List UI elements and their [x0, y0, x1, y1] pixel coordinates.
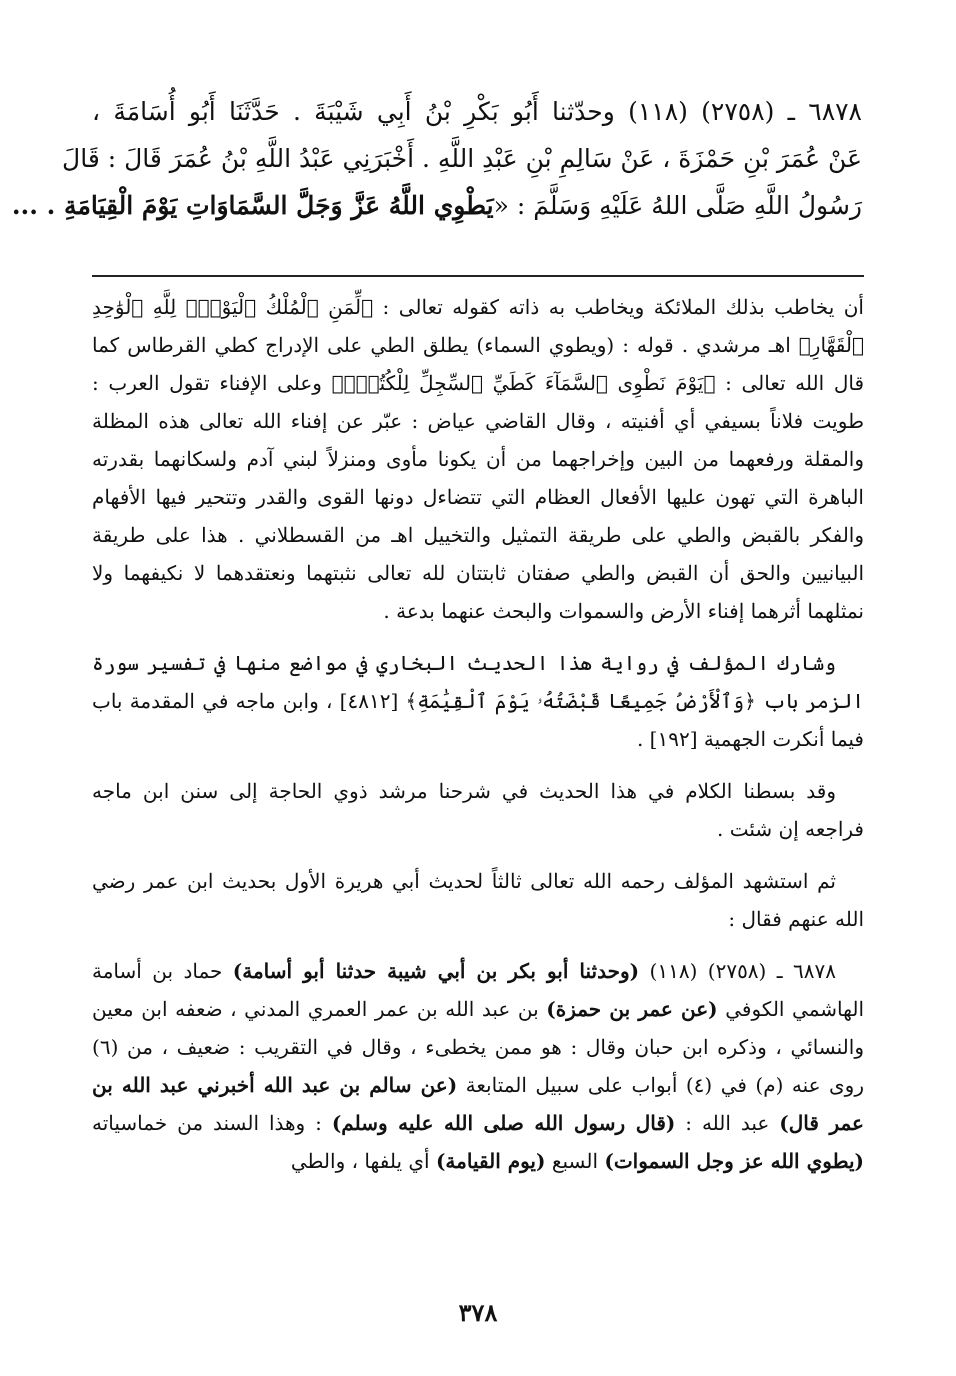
p5-text-3: بن عبد الله بن عمر العمري المدني ، ضعفه ابن معين والنسائي ، وذكره ابن حبان وقال : هو ممن يخطىء ، وقال في التقريب : ضعيف ، من (٦) روى عنه (م) في (٤) أبواب على سبيل المتابعة — [92, 997, 864, 1097]
p5-text-4: عبد الله : — [675, 1111, 780, 1135]
footnote-separator — [92, 275, 864, 277]
hadith-bold-tail: يَطْوِي اللَّهُ عَزَّ وَجَلَّ السَّمَاوَاتِ يَوْمَ الْقِيَامَةِ . ... — [11, 191, 494, 220]
hadith-text — [11, 88, 862, 229]
p5-bold-2: (عن عمر بن حمزة) — [546, 997, 718, 1021]
p5-bold-3: (عن سالم بن عبد الله أخبرني عبد الله بن عمر قال) — [92, 1073, 864, 1135]
commentary-paragraph-4: ثم استشهد المؤلف رحمه الله تعالى ثالثاً لحديث أبي هريرة الأول بحديث ابن عمر رضي الله عنهم فقال : — [92, 869, 864, 931]
p5-text-7: أي يلفها ، والطي — [290, 1149, 436, 1173]
p5-bold-1: (وحدثنا أبو بكر بن أبي شيبة حدثنا أبو أسامة) — [232, 959, 640, 983]
commentary-paragraph-1: أن يخاطب بذلك الملائكة ويخاطب به ذاته كقوله تعالى : ﴿لِّمَنِ ٱلْمُلْكُ ٱلْيَوْمَۖ لِلَّهِ ٱلْوَٰحِدِ ٱلْقَهَّارِ﴾ اهـ مرشدي . قوله : (ويطوي السماء) يطلق الطي على الإدراج كطي القرطاس كما قال الله تعالى : ﴿يَوْمَ نَطْوِى ٱلسَّمَآءَ كَطَيِّ ٱلسِّجِلِّ لِلْكُتُبِۚ﴾ وعلى الإفناء تقول العرب : طويت فلاناً بسيفي أي أفنيته ، وقال القاضي عياض : عبّر عن إفناء الله تعالى هذه المظلة والمقلة ورفعهما من البين وإخراجهما من أن يكونا مأوى ومنزلاً لبني آدم ولسكانهما بقدرته الباهرة التي تهون عليها الأفعال العظام التي تتضاءل دونها القوى والقدر وتتحير فيها الأفهام والفكر بالقبض والطي على طريقة التمثيل والتخييل اهـ من القسطلاني . هذا على طريقة البيانيين والحق أن القبض والطي صفتان ثابتتان لله تعالى نثبتهما ونعتقدهما لا نكيفهما ولا نمثلهما أثرهما إفناء الأرض والسموات والبحث عنهما بدعة . — [92, 295, 865, 623]
p5-bold-6: (يوم القيامة) — [435, 1149, 546, 1173]
p5-text-5: : وهذا السند من خماسياته — [92, 1111, 332, 1135]
p5-text-2: حماد بن أسامة الهاشمي الكوفي — [92, 959, 865, 1021]
commentary-paragraph-5 — [92, 952, 864, 1180]
hadith-line-3-start: رَسُولُ اللَّهِ صَلَّى اللهُ عَلَيْهِ وَسَلَّمَ : « — [493, 191, 862, 220]
hadith-line-1: ٦٨٧٨ ـ (٢٧٥٨) (١١٨) وحدّثنا أَبُو بَكْرِ بْنُ أَبِي شَيْبَةَ . حَدَّثَنَا أَبُو أُسَامَةَ ، — [92, 97, 862, 126]
p5-text-6: السبع — [545, 1149, 605, 1173]
commentary-paragraph-2: وشارك المؤلف في رواية هذا الحديث البخاري في مواضع منها في تفسير سورة الزمر باب ﴿وَٱلْأَرْضُ جَمِيعًا قَبْضَتُهُۥ يَوْمَ ٱلْقِيَٰمَةِ﴾ [٤٨١٢] ، وابن ماجه في المقدمة باب فيما أنكرت الجهمية [١٩٢] . — [92, 651, 864, 751]
p5-bold-5: (يطوي الله عز وجل السموات) — [604, 1149, 864, 1173]
hadith-line-3 — [11, 182, 862, 229]
commentary — [92, 288, 864, 1194]
hadith-line-2: عَنْ عُمَرَ بْنِ حَمْزَةَ ، عَنْ سَالِمِ بْنِ عَبْدِ اللَّهِ . أَخْبَرَنِي عَبْدُ اللَّهِ بْنُ عُمَرَ قَالَ : قَالَ — [62, 144, 862, 173]
commentary-paragraph-3: وقد بسطنا الكلام في هذا الحديث في شرحنا مرشد ذوي الحاجة إلى سنن ابن ماجه فراجعه إن شئت . — [92, 779, 864, 841]
page-number: ٣٧٨ — [458, 1298, 498, 1327]
p5-text-1: ٦٨٧٨ ـ (٢٧٥٨) (١١٨) — [639, 959, 836, 983]
p5-bold-4: (قال رسول الله صلى الله عليه وسلم) — [331, 1111, 676, 1135]
